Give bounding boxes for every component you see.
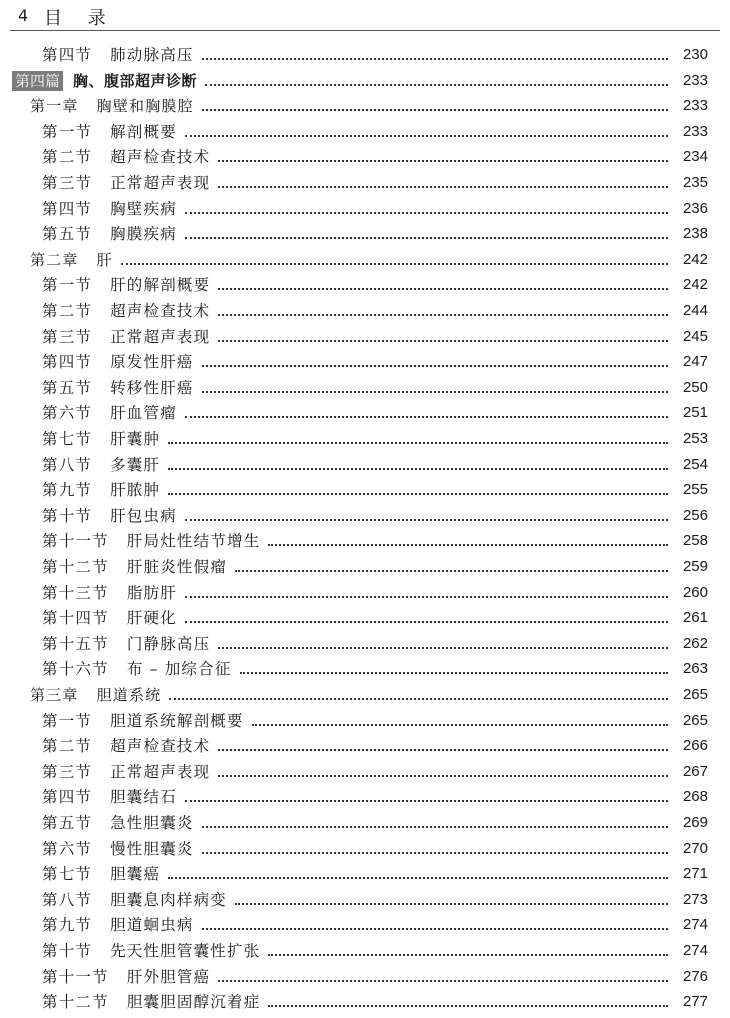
section-number: 第十三节	[42, 583, 109, 602]
section-number: 第十一节	[42, 967, 109, 986]
toc-entry-page: 271	[682, 865, 708, 883]
toc-entry-label	[0, 736, 210, 756]
toc-entry-label	[0, 967, 210, 987]
toc-entry-section	[0, 195, 730, 219]
toc-entry-label	[0, 762, 210, 782]
toc-entry-section	[0, 963, 730, 987]
toc-entry-page: 273	[682, 890, 708, 908]
toc-entry-page: 274	[682, 916, 708, 934]
toc-entry-label	[0, 659, 232, 679]
toc-entry-label	[0, 839, 194, 859]
dot-leader	[218, 647, 668, 649]
running-title: 目 录	[44, 8, 116, 29]
toc-entry-page: 263	[682, 660, 708, 678]
toc-entry-page: 266	[682, 737, 708, 755]
dot-leader	[218, 288, 668, 290]
section-number: 第二节	[42, 148, 93, 167]
dot-leader	[185, 212, 668, 214]
section-number: 第十二节	[42, 558, 109, 576]
toc-entry-section	[0, 553, 730, 577]
dot-leader	[168, 442, 668, 444]
toc-entry-label	[0, 301, 210, 321]
section-number: 第十五节	[42, 634, 109, 653]
page-number: 4	[18, 6, 29, 25]
toc-entry-label	[0, 71, 197, 91]
toc-entry-title: 超声检查技术	[110, 302, 211, 320]
toc-entry-section	[0, 911, 730, 935]
toc-entry-page: 242	[682, 250, 708, 268]
section-number: 第八节	[42, 890, 93, 909]
section-number: 第六节	[42, 839, 93, 858]
toc-entry-page: 268	[682, 788, 708, 806]
toc-entry-title: 胸膜疾病	[110, 225, 177, 244]
toc-entry-page: 233	[682, 71, 708, 89]
toc-entry-section	[0, 732, 730, 756]
toc-entry-title: 肝包虫病	[110, 506, 177, 525]
toc-entry-part	[0, 67, 730, 91]
toc-entry-page: 247	[682, 353, 708, 371]
section-number: 第四节	[42, 46, 93, 64]
toc-entry-section	[0, 374, 730, 398]
toc-entry-page: 233	[682, 97, 708, 115]
toc-entry-title: 肝血管瘤	[110, 404, 177, 423]
toc-entry-page: 236	[682, 199, 708, 217]
toc-entry-page: 238	[682, 225, 708, 243]
toc-entry-title: 慢性胆囊炎	[110, 839, 194, 858]
toc-entry-label	[0, 96, 194, 116]
part-number-box: 第四篇	[12, 71, 63, 91]
dot-leader	[185, 416, 668, 418]
section-number: 第十二节	[42, 993, 109, 1012]
dot-leader	[218, 340, 668, 342]
toc-entry-label	[0, 583, 177, 603]
chapter-number: 第三章	[30, 686, 79, 704]
dot-leader	[202, 928, 668, 930]
toc-entry-page: 270	[682, 839, 708, 857]
toc-entry-title: 肝外胆管癌	[126, 967, 211, 986]
toc-entry-section	[0, 579, 730, 603]
section-number: 第二节	[42, 737, 93, 756]
toc-entry-title: 胆囊息肉样病变	[110, 890, 228, 909]
toc-entry-section	[0, 41, 730, 65]
section-number: 第三节	[42, 327, 93, 346]
toc-entry-page: 260	[682, 583, 708, 601]
section-number: 第二节	[42, 302, 93, 320]
toc-entry-title: 原发性肝癌	[110, 353, 194, 372]
dot-leader	[268, 954, 668, 956]
toc-entry-label	[0, 941, 260, 961]
toc-entry-section	[0, 835, 730, 859]
toc-entry-section	[0, 451, 730, 475]
dot-leader	[185, 800, 668, 802]
toc-entry-label	[0, 992, 260, 1012]
toc-entry-page: 267	[682, 762, 708, 780]
toc-entry-page: 277	[682, 993, 708, 1011]
toc-entry-page: 255	[682, 481, 708, 499]
section-number: 第四节	[42, 788, 93, 807]
toc-entry-title: 转移性肝癌	[110, 378, 194, 397]
toc-entry-label	[0, 608, 177, 628]
toc-entry-page: 259	[682, 558, 708, 575]
toc-entry-title: 肝局灶性结节增生	[126, 532, 261, 551]
toc-entry-title: 胆囊癌	[110, 865, 161, 884]
toc-entry-title: 胆囊结石	[110, 788, 177, 807]
toc-entry-section	[0, 169, 730, 193]
toc-entry-label	[0, 711, 244, 731]
toc-entry-title: 多囊肝	[110, 455, 161, 474]
toc-entry-label	[0, 455, 160, 475]
toc-entry-title: 肝脓肿	[110, 481, 161, 500]
chapter-number: 第一章	[30, 97, 79, 116]
dot-leader	[185, 519, 668, 521]
toc-entry-section	[0, 655, 730, 679]
section-number: 第十六节	[42, 660, 109, 679]
toc-entry-label	[0, 429, 160, 449]
toc-entry-section	[0, 425, 730, 449]
toc-entry-section	[0, 937, 730, 961]
toc-entry-section	[0, 604, 730, 628]
toc-entry-page: 261	[682, 609, 708, 627]
toc-entry-title: 胆道蛔虫病	[110, 916, 194, 935]
section-number: 第四节	[42, 199, 93, 218]
dot-leader	[240, 672, 668, 674]
section-number: 第八节	[42, 455, 93, 474]
dot-leader	[268, 1005, 668, 1007]
section-number: 第一节	[42, 122, 93, 141]
toc-entry-page: 234	[682, 148, 708, 166]
section-number: 第十一节	[42, 532, 109, 551]
toc-entry-section	[0, 323, 730, 347]
toc-entry-section	[0, 118, 730, 142]
dot-leader	[268, 544, 668, 546]
dot-leader	[185, 237, 668, 239]
toc-entry-label	[0, 378, 194, 398]
toc-entry-title: 胸壁疾病	[110, 199, 177, 218]
toc-entry-title: 脂肪肝	[126, 583, 177, 602]
dot-leader	[168, 493, 668, 495]
toc-entry-label	[0, 685, 161, 705]
toc-entry-page: 230	[682, 46, 708, 63]
toc-entry-title: 肝脏炎性假瘤	[126, 558, 228, 576]
toc-entry-label	[0, 45, 194, 65]
section-number: 第十节	[42, 506, 93, 525]
toc-entry-page: 258	[682, 532, 708, 550]
toc-entry-label	[0, 557, 227, 577]
section-number: 第九节	[42, 916, 93, 935]
toc-entry-title: 肺动脉高压	[110, 46, 194, 64]
dot-leader	[235, 903, 668, 905]
toc-entry-chapter	[0, 92, 730, 116]
toc-entry-label	[0, 352, 194, 372]
toc-entry-title: 正常超声表现	[110, 762, 211, 781]
dot-leader	[218, 186, 668, 188]
toc-entry-page: 250	[682, 378, 708, 396]
toc-entry-title: 急性胆囊炎	[110, 814, 194, 832]
section-number: 第七节	[42, 865, 93, 884]
toc-entry-label	[0, 813, 194, 833]
toc-entry-label	[0, 199, 177, 219]
toc-entry-page: 253	[682, 430, 708, 447]
section-number: 第五节	[42, 378, 93, 397]
toc-entry-label	[0, 173, 210, 193]
section-number: 第十节	[42, 942, 93, 960]
toc-entry-section	[0, 476, 730, 500]
toc-entry-section	[0, 860, 730, 884]
toc-entry-title: 门静脉高压	[126, 634, 211, 653]
toc-entry-page: 233	[682, 122, 708, 140]
toc-entry-page: 254	[682, 455, 708, 473]
section-number: 第十四节	[42, 609, 109, 628]
toc-entry-page: 265	[682, 686, 708, 703]
section-number: 第三节	[42, 174, 93, 192]
section-number: 第四节	[42, 353, 93, 372]
toc-entry-page: 265	[682, 711, 708, 729]
dot-leader	[185, 135, 668, 137]
toc-entry-label	[0, 224, 177, 244]
toc-entry-section	[0, 988, 730, 1012]
dot-leader	[252, 724, 668, 726]
toc-entry-section	[0, 527, 730, 551]
toc-entry-page: 274	[682, 942, 708, 959]
toc-entry-page: 269	[682, 814, 708, 831]
section-number: 第三节	[42, 762, 93, 781]
toc-entry-title: 布 – 加综合征	[126, 660, 232, 679]
toc-entry-title: 肝硬化	[126, 609, 177, 628]
toc-entry-label	[0, 890, 227, 910]
toc-entry-section	[0, 886, 730, 910]
toc-entry-title: 胆道系统	[96, 686, 162, 704]
toc-entry-section	[0, 707, 730, 731]
toc-entry-title: 肝囊肿	[110, 430, 161, 448]
toc-entry-page: 242	[682, 276, 708, 294]
dot-leader	[121, 263, 668, 265]
section-number: 第五节	[42, 814, 93, 832]
dot-leader	[205, 84, 668, 86]
dot-leader	[185, 621, 668, 623]
dot-leader	[202, 365, 668, 367]
toc-entry-section	[0, 783, 730, 807]
section-number: 第七节	[42, 430, 93, 448]
toc-entry-title: 正常超声表现	[110, 174, 211, 192]
toc-entry-title: 胆囊胆固醇沉着症	[126, 993, 261, 1012]
toc-entry-label	[0, 327, 210, 347]
toc-entry-page: 244	[682, 302, 708, 319]
toc-entry-label	[0, 147, 210, 167]
toc-entry-page: 256	[682, 506, 708, 524]
toc-entry-title: 胆道系统解剖概要	[110, 711, 244, 730]
toc-entry-label	[0, 122, 177, 142]
dot-leader	[218, 749, 668, 751]
dot-leader	[218, 980, 668, 982]
toc-entry-title: 肝的解剖概要	[110, 276, 211, 295]
toc-entry-label	[0, 275, 210, 295]
section-number: 第六节	[42, 404, 93, 423]
toc-entry-section	[0, 220, 730, 244]
toc-entry-title: 正常超声表现	[110, 327, 211, 346]
chapter-number: 第二章	[30, 250, 79, 269]
dot-leader	[202, 826, 668, 828]
running-header	[10, 4, 720, 31]
toc-entry-section	[0, 502, 730, 526]
toc-entry-chapter	[0, 681, 730, 705]
toc-entry-label	[0, 506, 177, 526]
dot-leader	[168, 468, 668, 470]
toc-entry-label	[0, 864, 160, 884]
dot-leader	[202, 852, 668, 854]
toc-entry-title: 解剖概要	[110, 122, 177, 141]
toc-entry-label	[0, 634, 210, 654]
toc-entry-section	[0, 758, 730, 782]
toc-entry-section	[0, 271, 730, 295]
toc-entry-label	[0, 480, 160, 500]
toc-entry-label	[0, 915, 194, 935]
dot-leader	[202, 391, 668, 393]
toc-entry-chapter	[0, 246, 730, 270]
toc-entry-title: 先天性胆管囊性扩张	[110, 942, 261, 960]
toc-entry-label	[0, 403, 177, 423]
dot-leader	[168, 877, 668, 879]
toc-entry-label	[0, 250, 113, 270]
toc-entry-title: 超声检查技术	[110, 148, 211, 167]
toc-entry-title: 胸、腹部超声诊断	[73, 71, 198, 90]
toc-entry-title: 超声检查技术	[110, 737, 211, 756]
dot-leader	[235, 570, 668, 572]
dot-leader	[218, 160, 668, 162]
dot-leader	[218, 314, 668, 316]
dot-leader	[202, 58, 668, 60]
toc-entry-label	[0, 531, 260, 551]
toc-entry-section	[0, 297, 730, 321]
section-number: 第一节	[42, 711, 93, 730]
toc-entry-label	[0, 787, 177, 807]
toc-entry-section	[0, 143, 730, 167]
section-number: 第一节	[42, 276, 93, 295]
toc-entry-title: 胸壁和胸膜腔	[96, 97, 194, 116]
toc-entry-section	[0, 399, 730, 423]
toc-entry-page: 276	[682, 967, 708, 985]
toc-entry-section	[0, 809, 730, 833]
toc-entry-page: 251	[682, 404, 708, 422]
toc-entry-page: 262	[682, 634, 708, 652]
toc-entry-page: 245	[682, 327, 708, 345]
dot-leader	[218, 775, 668, 777]
toc-entry-page: 235	[682, 174, 708, 191]
dot-leader	[202, 109, 668, 111]
toc-entry-title: 肝	[96, 250, 113, 269]
dot-leader	[185, 596, 668, 598]
toc-entry-section	[0, 630, 730, 654]
section-number: 第九节	[42, 481, 93, 500]
toc-entry-section	[0, 348, 730, 372]
section-number: 第五节	[42, 225, 93, 244]
dot-leader	[169, 698, 668, 700]
